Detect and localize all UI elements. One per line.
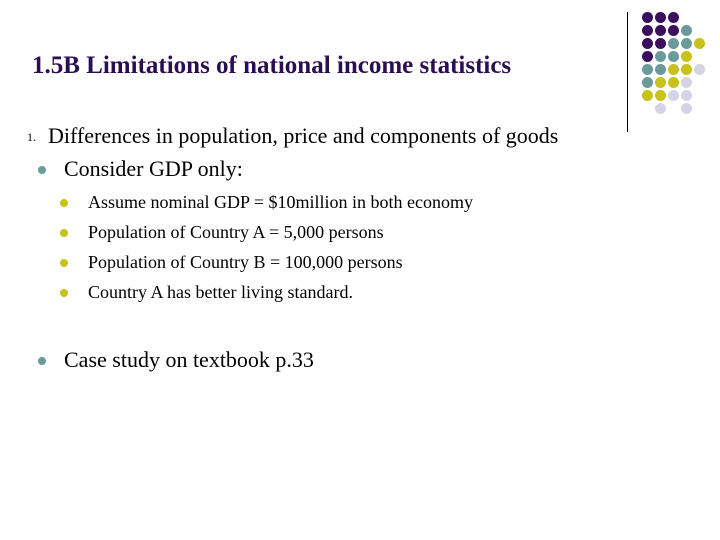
- decorative-dot: [642, 90, 653, 101]
- item-number: 1.: [27, 130, 36, 144]
- decorative-dot: [681, 90, 692, 101]
- decorative-dot: [668, 25, 679, 36]
- decorative-dot: [668, 51, 679, 62]
- decorative-dot: [668, 12, 679, 23]
- decorative-dot: [694, 38, 705, 49]
- decorative-dot: [668, 77, 679, 88]
- bullet-text: Case study on textbook p.33: [64, 347, 314, 372]
- decorative-dot: [655, 38, 666, 49]
- decorative-dot: [642, 12, 653, 23]
- bullet-text: Consider GDP only:: [64, 156, 243, 181]
- decorative-dot: [681, 64, 692, 75]
- decorative-dot: [655, 90, 666, 101]
- decorative-dot: [668, 38, 679, 49]
- decorative-dot: [655, 25, 666, 36]
- decorative-dot: [681, 51, 692, 62]
- decorative-dot: [655, 103, 666, 114]
- bullet-icon: [38, 166, 46, 174]
- decorative-dot: [655, 12, 666, 23]
- decorative-dot: [655, 64, 666, 75]
- decorative-divider-line: [627, 12, 628, 132]
- bullet-icon: [60, 199, 68, 207]
- decorative-dot: [655, 77, 666, 88]
- decorative-dot: [694, 64, 705, 75]
- decorative-dot: [642, 25, 653, 36]
- decorative-dot: [642, 77, 653, 88]
- decorative-dot: [668, 90, 679, 101]
- bullet-icon: [38, 357, 46, 365]
- slide-title: 1.5B Limitations of national income statistics: [32, 52, 512, 79]
- decorative-dot: [655, 51, 666, 62]
- item-text: Differences in population, price and components of goods: [48, 123, 559, 148]
- decorative-dot: [681, 38, 692, 49]
- bullet-text: Population of Country B = 100,000 persons: [88, 252, 403, 272]
- bullet-icon: [60, 229, 68, 237]
- bullet-text: Country A has better living standard.: [88, 282, 353, 302]
- decorative-dot: [668, 64, 679, 75]
- decorative-dot: [681, 77, 692, 88]
- bullet-text: Assume nominal GDP = $10million in both economy: [88, 192, 473, 212]
- decorative-dot: [681, 25, 692, 36]
- decorative-dot: [642, 38, 653, 49]
- decorative-dot: [642, 51, 653, 62]
- bullet-icon: [60, 289, 68, 297]
- bullet-icon: [60, 259, 68, 267]
- decorative-dot: [642, 64, 653, 75]
- bullet-text: Population of Country A = 5,000 persons: [88, 222, 384, 242]
- decorative-dot: [681, 103, 692, 114]
